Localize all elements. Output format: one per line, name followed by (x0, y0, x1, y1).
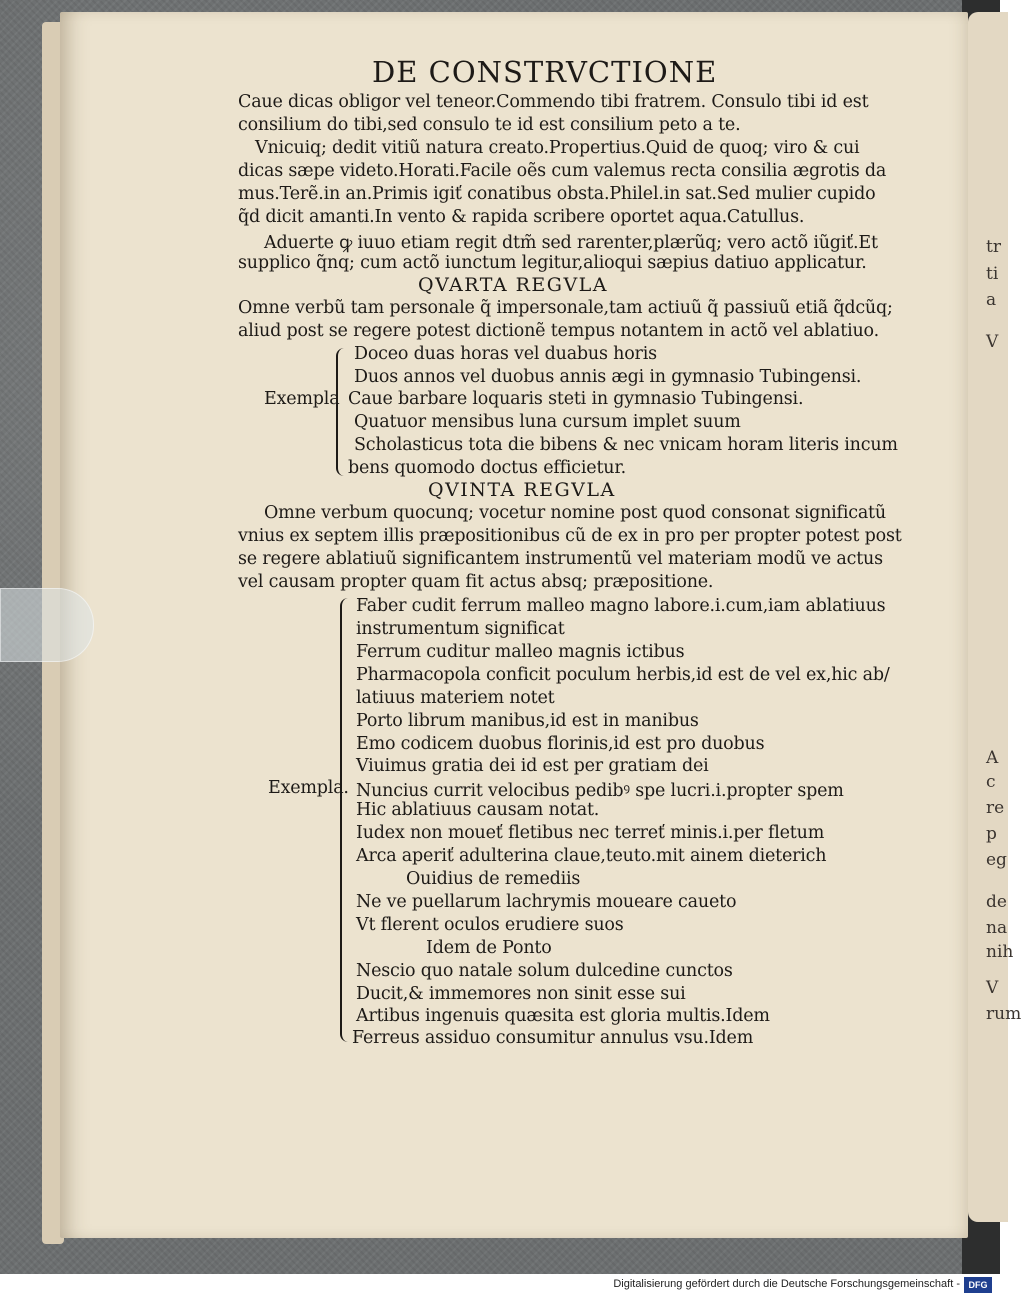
facing-page-fragment: nih (986, 942, 1014, 962)
facing-page-fragment: A (986, 748, 999, 768)
example-line: Hic ablatiuus causam notat. (356, 800, 600, 820)
page-clip (0, 588, 94, 662)
rule-line: se regere ablatiuũ significantem instrumentũ vel materiam modũ ve actus (238, 549, 883, 569)
facing-page-fragment: na (986, 918, 1008, 938)
rule-line: Omne verbũ tam personale q̃ impersonale,tam actiuũ q̃ passiuũ etiã q̃dcũq; (238, 298, 893, 318)
facing-page-fragment: a (986, 290, 997, 310)
body-line: Vnicuiq; dedit vitiũ natura creato.Propertius.Quid de quoq; viro & cui (255, 138, 860, 158)
example-line: Scholasticus tota die bibens & nec vnicam horam literis incum (354, 435, 898, 455)
facing-page-fragment: V (986, 978, 999, 998)
example-line: latiuus materiem notet (356, 688, 555, 708)
rule-line: Omne verbum quocunq; vocetur nomine post quod consonat significatũ (264, 503, 886, 523)
example-line: Ferreus assiduo consumitur annulus vsu.Idem (352, 1028, 754, 1048)
example-brace (340, 598, 354, 1042)
facing-page-fragment: eg (986, 850, 1007, 870)
footer-bar (0, 1274, 1000, 1298)
example-line: Emo codicem duobus florinis,id est pro duobus (356, 734, 765, 754)
example-line: Arca aperiť adulterina claue,teuto.mit ainem dieterich (356, 846, 827, 866)
body-line: supplico q̃nq; cum actõ iunctum legitur,alioqui sæpius datiuo applicatur. (238, 253, 867, 273)
section-heading: QVINTA REGVLA (428, 479, 616, 501)
example-line: Vt flerent oculos erudiere suos (356, 915, 624, 935)
example-line: Artibus ingenuis quæsita est gloria multis.Idem (356, 1006, 770, 1026)
example-line: Pharmacopola conficit poculum herbis,id est de vel ex,hic ab/ (356, 665, 890, 685)
example-line: Doceo duas horas vel duabus horis (354, 344, 657, 364)
facing-page-fragment: tr (986, 237, 1001, 257)
example-line: Idem de Ponto (426, 938, 552, 958)
body-line: Aduerte ꝙ iuuo etiam regit dtm̃ sed rarenter,plærũq; vero actõ iũgiť.Et (264, 233, 878, 253)
rule-line: vel causam propter quam fit actus absq; præpositione. (238, 572, 714, 592)
example-line: Ducit,& immemores non sinit esse sui (356, 984, 686, 1004)
example-line: Quatuor mensibus luna cursum implet suum (354, 412, 741, 432)
exempla-label: Exempla. (268, 778, 349, 798)
facing-page-fragment: re (986, 798, 1005, 818)
body-line: dicas sæpe videto.Horati.Facile oẽs cum valemus recta consilia ægrotis da (238, 161, 887, 181)
example-line: Faber cudit ferrum malleo magno labore.i.cum,iam ablatiuus (356, 596, 886, 616)
facing-page-fragment: V (986, 332, 999, 352)
exempla-label: Exempla (264, 389, 340, 409)
example-line: Nuncius currit velocibus pedibꝰ spe lucri.i.propter spem (356, 781, 844, 801)
funding-notice: Digitalisierung gefördert durch die Deutsche Forschungsgemeinschaft - (613, 1278, 960, 1290)
example-line: Duos annos vel duobus annis ægi in gymnasio Tubingensi. (354, 367, 862, 387)
example-line: Ferrum cuditur malleo magnis ictibus (356, 642, 685, 662)
example-line: instrumentum significat (356, 619, 565, 639)
body-line: Caue dicas obligor vel teneor.Commendo tibi fratrem. Consulo tibi id est (238, 92, 869, 112)
example-line: Ne ve puellarum lachrymis moueare caueto (356, 892, 737, 912)
example-brace (336, 348, 350, 476)
example-line: Caue barbare loquaris steti in gymnasio Tubingensi. (348, 389, 804, 409)
body-line: mus.Terẽ.in an.Primis igiť conatibus obsta.Philel.in sat.Sed mulier cupido (238, 184, 876, 204)
example-line: Porto librum manibus,id est in manibus (356, 711, 699, 731)
facing-page-fragment: de (986, 892, 1007, 912)
rule-line: vnius ex septem illis præpositionibus cũ de ex in pro per propter potest post (238, 526, 902, 546)
example-line: bens quomodo doctus efficietur. (348, 458, 626, 478)
page-title: DE CONSTRVCTIONE (372, 55, 718, 89)
facing-page-fragment: rum (986, 1004, 1021, 1024)
example-line: Iudex non moueť fletibus nec terreť minis.i.per fletum (356, 823, 825, 843)
dfg-logo: DFG (964, 1277, 992, 1293)
facing-page-fragment: ti (986, 264, 999, 284)
facing-page (968, 12, 1021, 1222)
rule-line: aliud post se regere potest dictionẽ tempus notantem in actõ vel ablatiuo. (238, 321, 879, 341)
body-line: consilium do tibi,sed consulo te id est consilium peto a te. (238, 115, 741, 135)
body-line: q̃d dicit amanti.In vento & rapida scribere oportet aqua.Catullus. (238, 207, 805, 227)
example-line: Ouidius de remediis (406, 869, 581, 889)
facing-page-fragment: p (986, 824, 997, 844)
section-heading: QVARTA REGVLA (418, 274, 609, 296)
facing-page-fragment: c (986, 772, 996, 792)
example-line: Viuimus gratia dei id est per gratiam dei (356, 756, 709, 776)
example-line: Nescio quo natale solum dulcedine cunctos (356, 961, 733, 981)
